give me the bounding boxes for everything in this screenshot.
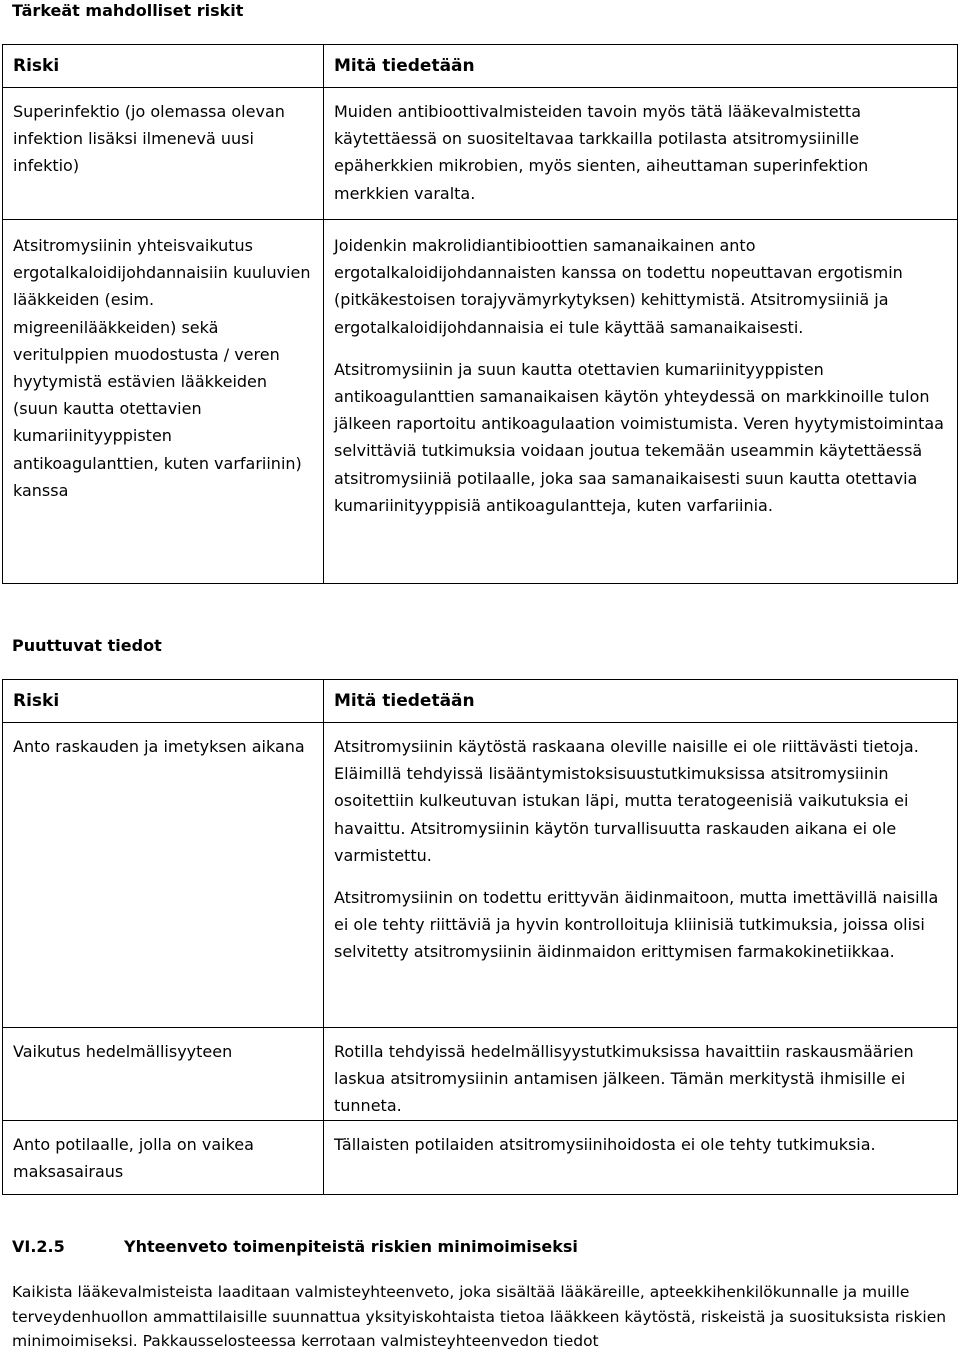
table-row <box>3 1120 958 1194</box>
known-paragraph: Rotilla tehdyissä hedelmällisyystutkimuksissa havaittiin raskausmäärien laskua atsitromysiinin antamisen jälkeen. Tämän merkitystä ihmisille ei tunneta. <box>334 1042 914 1116</box>
risk-column-header: Riski <box>3 680 324 723</box>
table-header-row <box>3 45 958 88</box>
risk-cell: Atsitromysiinin yhteisvaikutus ergotalkaloidijohdannaisiin kuuluvien lääkkeiden (esim. migreenilääkkeiden) sekä veritulppien muodostusta / veren hyytymistä estävien lääkkeiden (suun kautta otettavien kumariinityyppisten antikoagulanttien, kuten varfariinin) kanssa <box>3 220 324 584</box>
known-paragraph: Atsitromysiinin ja suun kautta otettavien kumariinityyppisten antikoagulanttien samanaikaisen käytön yhteydessä on markkinoille tulon jälkeen raportoitu antikoagulaation voimistumista. Veren hyytymistoimintaa selvittäviä tutkimuksia voidaan joutua tekemään useammin käytettäessä atsitromysiiniä potilaalle, joka saa samanaikaisesti suun kautta otettavia kumariinityyppisiä antikoagulantteja, kuten varfariinia. <box>334 359 944 515</box>
known-cell <box>324 88 958 220</box>
risk-cell: Anto raskauden ja imetyksen aikana <box>3 723 324 1028</box>
important-risks-title: Tärkeät mahdolliset riskit <box>12 1 244 20</box>
missing-info-table <box>2 679 958 1195</box>
known-paragraph: Muiden antibioottivalmisteiden tavoin myös tätä lääkevalmistetta käytettäessä on suositeltavaa tarkkailla potilasta atsitromysiinille epäherkkien mikrobien, myös sienten, aiheuttaman superinfektion merkkien varalta. <box>334 102 869 203</box>
table-header-row <box>3 680 958 723</box>
known-paragraph: Tällaisten potilaiden atsitromysiinihoidosta ei ole tehty tutkimuksia. <box>334 1134 876 1154</box>
known-cell <box>324 1120 958 1194</box>
known-paragraph: Joidenkin makrolidiantibioottien samanaikainen anto ergotalkaloidijohdannaisten kanssa on todettu nopeuttavan ergotismin (pitkäkestoisen torajyvämyrkytyksen) kehittymistä. Atsitromysiiniä ja ergotalkaloidijohdannaisia ei tule käyttää samanaikaisesti. <box>334 236 903 337</box>
section-paragraph: Kaikista lääkevalmisteista laaditaan valmisteyhteenveto, joka sisältää lääkäreille, apteekkihenkilökunnalle ja muille terveydenhuollon ammattilaisille suunnattua yksityiskohtaista tietoa lääkkeen käytöstä, riskeistä ja suosituksista riskien minimoimiseksi. Pakkausselosteessa kerrotaan valmisteyhteenvedon tiedot <box>12 1283 947 1350</box>
known-cell <box>324 220 958 584</box>
known-paragraph: Atsitromysiinin käytöstä raskaana oleville naisille ei ole riittävästi tietoja. Eläimillä tehdyissä lisääntymistoksisuustutkimuksissa atsitromysiinin osoitettiin kulkeutuvan istukan läpi, mutta teratogeenisiä vaikutuksia ei havaittu. Atsitromysiinin käytön turvallisuutta raskauden aikana ei ole varmistettu. <box>334 737 919 865</box>
table-row <box>3 723 958 1028</box>
risk-cell: Superinfektio (jo olemassa olevan infektion lisäksi ilmenevä uusi infektio) <box>3 88 324 220</box>
risk-cell: Vaikutus hedelmällisyyteen <box>3 1028 324 1121</box>
table-row <box>3 88 958 220</box>
known-paragraph: Atsitromysiinin on todettu erittyvän äidinmaitoon, mutta imettävillä naisilla ei ole tehty riittäviä ja hyvin kontrolloituja kliinisiä tutkimuksia, joissa olisi selvitetty atsitromysiinin äidinmaidon erittymisen farmakokinetiikkaa. <box>334 888 939 962</box>
known-column-header: Mitä tiedetään <box>324 680 958 723</box>
important-risks-table <box>2 44 958 584</box>
table-row <box>3 220 958 584</box>
known-column-header: Mitä tiedetään <box>324 45 958 88</box>
risk-cell: Anto potilaalle, jolla on vaikea maksasairaus <box>3 1120 324 1194</box>
table-row <box>3 1028 958 1121</box>
missing-info-title: Puuttuvat tiedot <box>12 636 162 655</box>
section-title: Yhteenveto toimenpiteistä riskien minimoimiseksi <box>124 1237 578 1256</box>
section-number: VI.2.5 <box>12 1237 65 1256</box>
known-cell <box>324 1028 958 1121</box>
known-cell <box>324 723 958 1028</box>
risk-column-header: Riski <box>3 45 324 88</box>
